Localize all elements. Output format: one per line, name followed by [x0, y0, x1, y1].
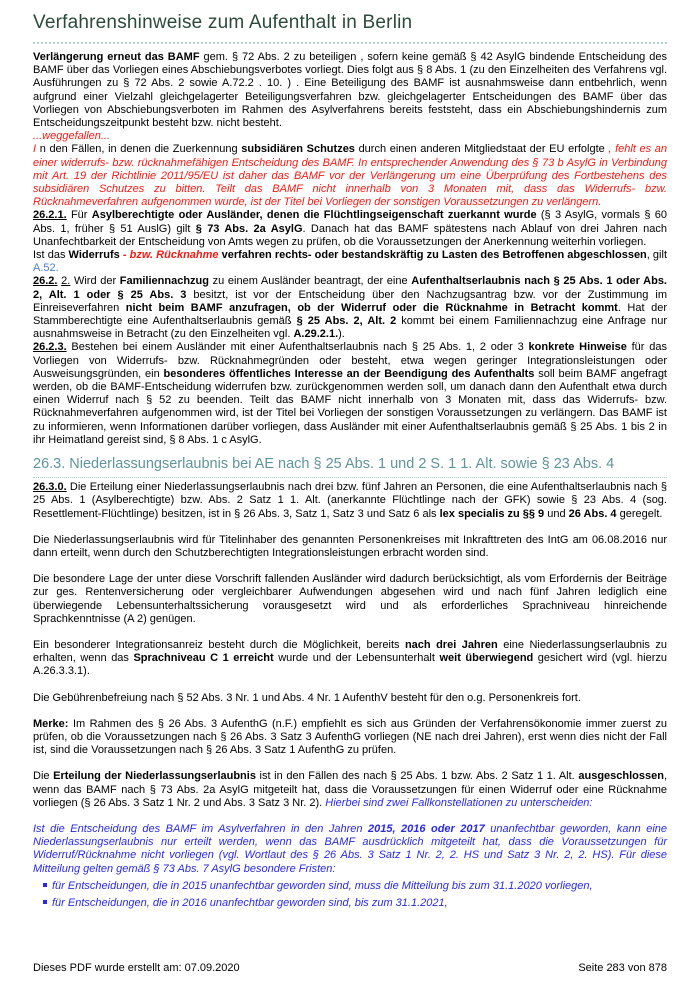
text-run: für Entscheidungen, die in 2016 unanfechtbar geworden sind, bis zum 31.1.2021, — [52, 896, 448, 909]
text-run: Die Erteilung einer Niederlassungserlaubnis nach drei bzw. fünf Jahren an Personen, die eine Aufenthaltserlaubnis nach § 25 Abs. 1 (Asylberechtigte) bzw. Abs. 2 Satz 1 1. Alt. (anerkannte Flüchtlinge nach der GFK) sowie § 23 Abs. 4 (sog. Resettlement-Flüchtlinge) besitzen, ist in § 26 Abs. 3, Satz 1, Satz 3 und Satz 6 als — [33, 481, 667, 520]
paragraph — [33, 573, 667, 626]
text-run: 2. — [61, 275, 71, 288]
text-run: gem. § 72 Abs. 2 zu beteiligen , sofern keine gemäß § 42 AsylG bindende Entscheidung des BAMF über das Vorliegen eines Abschiebungsverbotes vorliegt. Dies folgt aus § 8 Abs. 1 (zu den Einzelheiten des Verfahrens vgl. Ausführungen zu § 72 Abs. 2 sowie A.72.2 . 10. ) . Eine Beteiligung des BAMF ist ausnahmsweise dann entbehrlich, wenn aufgrund einer Vielzahl gleichgelagerter Beteiligungsverfahren bzw. gleichgelagerter Entscheidungen des BAMF über das Vorliegen von Abschiebungsverboten im Rahmen des Asylverfahrens bereits feststeht, dass ein Abschiebungshindernis zum Entscheidungszeitpunkt besteht bzw. nicht besteht. — [33, 51, 668, 130]
text-run: ausgeschlossen — [578, 770, 664, 783]
text-run: Die — [33, 770, 54, 783]
text-run: 26.3.0. — [33, 481, 67, 494]
text-run: - bzw. Rücknahme — [122, 249, 222, 262]
paragraph — [33, 341, 667, 447]
text-run: Verlängerung erneut das BAMF — [33, 51, 200, 63]
paragraph — [33, 143, 667, 209]
text-run: Die besondere Lage der unter diese Vorschrift fallenden Ausländer wird dadurch berücksichtigt, als vom Erfordernis der Beiträge zur ges. Rentenversicherung oder vergleichbarer Aufwendungen abgesehen wird und nach fünf Jahren lediglich eine überwiegende Lebensunterhaltssicherung vorausgesetzt wird und als erforderliches Sprachniveau hinreichende Sprachkenntnisse (A 2) genügen. — [33, 573, 667, 625]
cross-reference-link[interactable]: A.52. — [33, 262, 59, 275]
text-run: zu einem Ausländer beantragt, der eine — [209, 275, 412, 288]
text-run: und — [544, 507, 569, 520]
text-run: Hierbei sind zwei Fallkonstellationen zu unterscheiden: — [325, 796, 593, 809]
text-run: Für — [66, 209, 92, 222]
text-run: Wird der — [70, 275, 120, 288]
bullet-item — [43, 897, 667, 910]
text-run: 26.3. Niederlassungserlaubnis bei AE nach § 25 Abs. 1 und 2 S. 1 1. Alt. sowie § 23 Abs. 4 — [33, 456, 615, 473]
text-run: konkrete Hinweise — [528, 341, 627, 354]
text-run: 26 Abs. 4 — [568, 507, 617, 520]
text-run: unanfechtbar geworden, kann eine Niederlassungserlaubnis nur erteilt werden, wenn das BAMF ausdrücklich mitgeteilt hat, dass die Voraussetzungen für Widerruf/Rücknahme nicht vorliegen (vgl. Wortlaut des § 26 Abs. 3 Satz 1 Nr. 2, 2. HS und Satz 3 Nr. 2, 2. HS). Für diese Mitteilung gelten gemäß § 73 Abs. 7 AsylG besondere Fristen: — [33, 822, 667, 875]
text-run: ). — [338, 328, 345, 341]
paragraph-gap — [33, 626, 667, 639]
paragraph-gap — [33, 560, 667, 573]
text-run: Erteilung der Niederlassungserlaubnis — [53, 770, 256, 783]
paragraph — [33, 692, 667, 705]
text-run: 26.2.1. — [33, 209, 67, 222]
text-run: Familiennachzug — [119, 275, 209, 288]
text-run: Ist die Entscheidung des BAMF im Asylverfahren in den Jahren — [33, 822, 368, 835]
text-run: Die Gebührenbefreiung nach § 52 Abs. 3 Nr. 1 und Abs. 4 Nr. 1 AufenthV besteht für den o.g. Personenkreis fort. — [33, 691, 581, 704]
text-run: gesichert wird (vgl. hierzu A.26.3.3.1). — [33, 652, 667, 678]
bullet-square-icon — [43, 900, 47, 904]
text-run: A.29.2.1. — [293, 328, 339, 341]
paragraph-gap — [33, 679, 667, 692]
text-run: für Entscheidungen, die in 2015 unanfechtbar geworden sind, muss die Mitteilung bis zum 31.1.2020 vorliegen, — [52, 879, 593, 892]
text-run: subsidiären Schutzes — [241, 143, 355, 156]
text-run: , gilt — [646, 249, 667, 262]
paragraph — [33, 209, 667, 249]
section-heading — [33, 456, 667, 478]
text-run: Widerrufs — [68, 249, 123, 262]
text-run: (§ 3 AsylG, vormals § 60 Abs. 1, früher § 51 AuslG) gilt — [33, 209, 667, 235]
paragraph — [33, 51, 667, 130]
text-run: 26.2.3. — [33, 341, 67, 354]
text-run: § 73 Abs. 2a AsylG — [195, 222, 303, 235]
text-run: kommt bei einem Familiennachzug eine Anfrage nur ausnahmsweise in Betracht (zu den Einzelheiten vgl. — [33, 315, 667, 341]
text-run: , wenn das BAMF nach § 73 Abs. 2a AsylG mitgeteilt hat, dass die Voraussetzungen für einen Widerruf oder eine Rücknahme vorliegen (§ 26 Abs. 3 Satz 1 Nr. 2 und Abs. 3 Satz 3 Nr. 2). — [33, 770, 668, 809]
text-run: eine Niederlassungserlaubnis zu erhalten, wenn das — [33, 638, 667, 665]
text-run: ist in den Fällen des nach § 25 Abs. 1 bzw. Abs. 2 Satz 1 1. Alt. — [255, 770, 579, 783]
paragraph — [33, 823, 667, 876]
page-footer — [33, 962, 667, 974]
text-run: Merke: — [33, 717, 69, 730]
text-run: I — [33, 143, 37, 156]
paragraph — [33, 249, 667, 275]
text-run: für das Vorliegen von Widerrufs- bzw. Rücknahmegründen oder besteht, etwa wegen geringer Integrationsleistungen oder Ausweisungsgründen, ein — [33, 341, 667, 380]
text-run: Asylberechtigte oder Ausländer, denen die Flüchtlingseigenschaft zuerkannt wurde — [91, 209, 537, 222]
paragraph-gap — [33, 521, 667, 534]
paragraph — [33, 770, 667, 810]
text-run: 26.2. — [33, 275, 58, 288]
text-run: § 25 Abs. 2, Alt. 2 — [296, 315, 397, 328]
text-run: . Hat der Stammberechtigte eine Aufenthaltserlaubnis gemäß — [33, 301, 667, 328]
text-run: n den Fällen, in denen die Zuerkennung — [36, 143, 242, 156]
text-run: verfahren rechts- oder bestandskräftig zu Lasten des Betroffenen abgeschlossen — [221, 249, 647, 262]
bullet-item — [43, 880, 667, 893]
paragraph — [33, 718, 667, 758]
document-body — [33, 51, 667, 910]
text-run: soll beim BAMF angefragt werden, ob die BAMF-Entscheidung widerrufen bzw. zurückgenommen werden soll, um danach dann den Aufenthalt etwa durch einen Widerruf nach § 52 zu beenden. Teilt das BAMF nicht innerhalb von 3 Monaten mit, dass das Widerrufs- bzw. Rücknahmeverfahren aufgenommen wird, ist der Titel bei Vorliegen der sonstigen Voraussetzungen zu verlängern. Das BAMF ist zu informieren, wenn Informationen darüber vorliegen, dass Ausländer mit einer Aufenthaltserlaubnis gemäß § 25 Abs. 1 bis 2 in ihr Heimatland gereist sind, § 8 Abs. 1 c AsylG. — [33, 367, 667, 446]
paragraph-gap — [33, 705, 667, 718]
text-run: Ein besonderer Integrationsanreiz besteht durch die Möglichkeit, bereits — [33, 638, 405, 651]
text-run: 2015, 2016 oder 2017 — [367, 822, 485, 835]
text-run: nicht beim BAMF anzufragen, ob der Widerruf oder die Rücknahme in Betracht kommt — [125, 301, 618, 314]
text-run: , fehlt es an einer widerrufs- bzw. rücknahmefähigen Entscheidung des BAMF. In entsprechender Anwendung des § 73 b AsylG in Verbindung mit Art. 19 der Richtlinie 2011/95/EU ist daher das BAMF vor der Verlängerung um eine Überprüfung des Fortbestehens des subsidiären Schutzes zu bitten. Teilt das BAMF nicht innerhalb von 3 Monaten mit, dass das Widerrufs- bzw. Rücknahmeverfahren aufgenommen wurde, ist der Titel bei Vorliegen der sonstigen Voraussetzungen zu verlängern. — [33, 143, 668, 209]
paragraph — [33, 534, 667, 560]
paragraph — [33, 481, 667, 521]
paragraph — [33, 275, 667, 341]
page-title: Verfahrenshinweise zum Aufenthalt in Berlin — [33, 12, 667, 44]
text-run: weit überwiegend — [439, 652, 534, 665]
text-run: . Danach hat das BAMF spätestens nach Ablauf von drei Jahren nach Unanfechtbarkeit der Entscheidung von Amts wegen zu prüfen, ob die Voraussetzungen der Anerkennung weiterhin vorliegen. — [33, 222, 667, 248]
bullet-text — [52, 897, 448, 910]
text-run: Sprachniveau C 1 erreicht — [133, 652, 274, 665]
paragraph-gap — [33, 757, 667, 770]
text-run: geregelt. — [616, 507, 663, 520]
bullet-text — [52, 880, 593, 893]
paragraph — [33, 130, 667, 143]
text-run: besitzt, ist vor der Entscheidung über den Nachzugsantrag bzw. vor der Zustimmung im Einreiseverfahren — [33, 288, 667, 314]
text-run: durch einen anderen Mitgliedstaat der EU erfolgte — [354, 143, 609, 156]
text-run: nach drei Jahren — [404, 638, 498, 651]
text-run: wurde und der Lebensunterhalt — [273, 652, 440, 665]
text-run: lex specialis zu §§ 9 — [439, 507, 545, 520]
text-run: Bestehen bei einem Ausländer mit einer Aufenthaltserlaubnis nach § 25 Abs. 1, 2 oder 3 — [66, 341, 529, 354]
text-run: besonderes öffentliches Interesse an der Beendigung des Aufenthalts — [163, 367, 535, 380]
text-run: ...weggefallen... — [33, 130, 111, 143]
text-run: Aufenthaltserlaubnis nach § 25 Abs. 1 oder Abs. 2, Alt. 1 oder § 25 Abs. 3 — [33, 275, 667, 301]
footer-created-date: Dieses PDF wurde erstellt am: 07.09.2020 — [33, 962, 240, 974]
text-run: Im Rahmen des § 26 Abs. 3 AufenthG (n.F.) empfiehlt es sich aus Gründen der Verfahrensökonomie immer zuerst zu prüfen, ob die Voraussetzungen nach § 26 Abs. 3 Satz 3 AufenthG vorliegen (NE nach drei Jahren), erst wenn dies nicht der Fall ist, sind die Voraussetzungen nach § 26 Abs. 3 Satz 1 AufenthG zu prüfen. — [33, 717, 667, 757]
footer-page-number: Seite 283 von 878 — [578, 962, 667, 974]
paragraph-gap — [33, 810, 667, 823]
text-run: Ist das — [33, 249, 69, 262]
bullet-square-icon — [43, 883, 47, 887]
text-run: Die Niederlassungserlaubnis wird für Titelinhaber des genannten Personenkreises mit Inkrafttreten des IntG am 06.08.2016 nur dann erteilt, wenn durch den Schutzberechtigten Integrationsleistungen erbracht worden sind. — [33, 533, 667, 559]
paragraph — [33, 639, 667, 679]
